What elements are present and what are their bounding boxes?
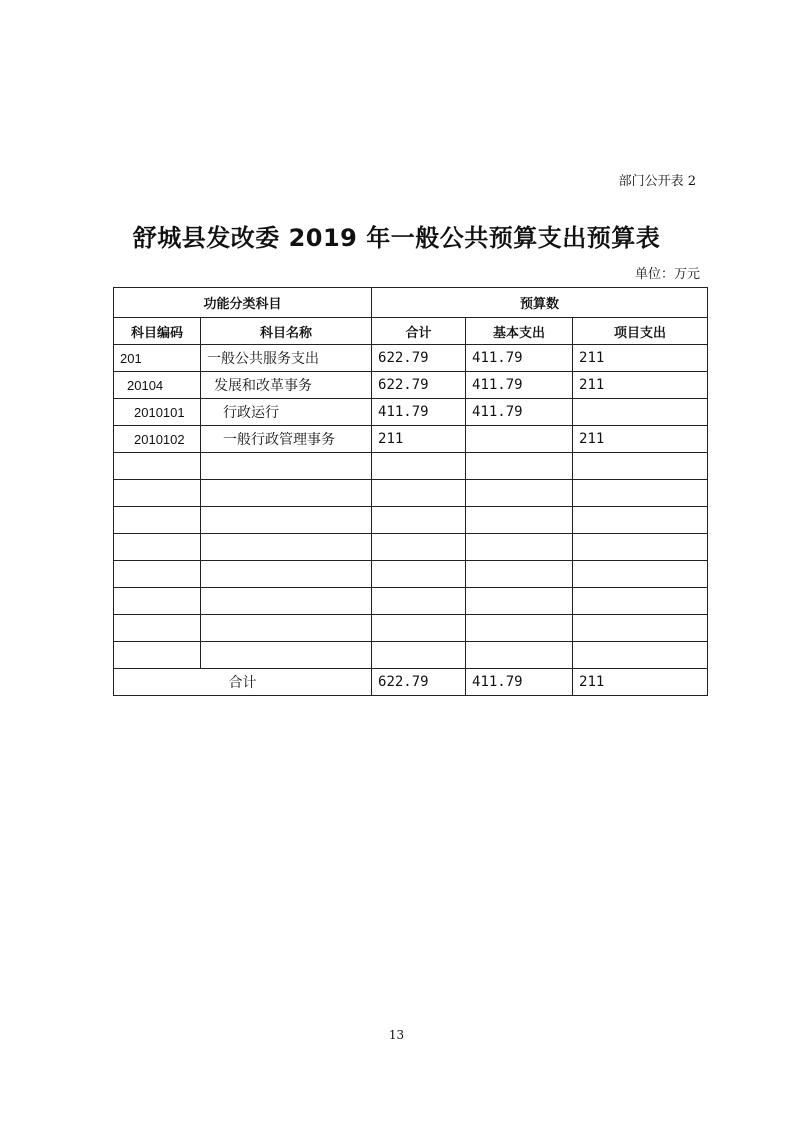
subject-code: 2010102 <box>114 426 201 453</box>
summary-label: 合计 <box>114 669 372 696</box>
total-amount: 411.79 <box>372 399 466 426</box>
empty-row <box>114 615 708 642</box>
empty-row <box>114 534 708 561</box>
page-number: 13 <box>388 1028 405 1042</box>
subject-code: 20104 <box>114 372 201 399</box>
group-header-row <box>114 288 708 318</box>
empty-row <box>114 480 708 507</box>
subject-code: 2010101 <box>114 399 201 426</box>
empty-row <box>114 507 708 534</box>
subject-code: 201 <box>114 345 201 372</box>
basic-amount <box>466 426 573 453</box>
page-tag: 部门公开表 2 <box>618 174 696 189</box>
project-column-header: 项目支出 <box>573 318 708 345</box>
summary-basic-amount: 411.79 <box>466 669 573 696</box>
project-amount: 211 <box>573 426 708 453</box>
subject-name: 行政运行 <box>201 399 372 426</box>
unit-label: 单位：万元 <box>634 267 700 282</box>
basic-amount: 411.79 <box>466 372 573 399</box>
table-row <box>114 345 708 372</box>
summary-project-amount: 211 <box>573 669 708 696</box>
project-amount: 211 <box>573 345 708 372</box>
budget-amount-header: 预算数 <box>372 288 708 318</box>
basic-amount: 411.79 <box>466 345 573 372</box>
project-amount <box>573 399 708 426</box>
basic-column-header: 基本支出 <box>466 318 573 345</box>
empty-row <box>114 453 708 480</box>
basic-amount: 411.79 <box>466 399 573 426</box>
table-row <box>114 399 708 426</box>
summary-row <box>114 669 708 696</box>
subject-name: 发展和改革事务 <box>201 372 372 399</box>
functional-classification-header: 功能分类科目 <box>114 288 372 318</box>
summary-total-amount: 622.79 <box>372 669 466 696</box>
total-column-header: 合计 <box>372 318 466 345</box>
table-row <box>114 372 708 399</box>
table-row <box>114 426 708 453</box>
subject-name: 一般公共服务支出 <box>201 345 372 372</box>
project-amount: 211 <box>573 372 708 399</box>
column-header-row <box>114 318 708 345</box>
code-column-header: 科目编码 <box>114 318 201 345</box>
budget-table <box>113 287 708 696</box>
name-column-header: 科目名称 <box>201 318 372 345</box>
empty-row <box>114 588 708 615</box>
total-amount: 622.79 <box>372 372 466 399</box>
page-title: 舒城县发改委 2019 年一般公共预算支出预算表 <box>132 224 661 252</box>
empty-row <box>114 561 708 588</box>
total-amount: 211 <box>372 426 466 453</box>
subject-name: 一般行政管理事务 <box>201 426 372 453</box>
total-amount: 622.79 <box>372 345 466 372</box>
empty-row <box>114 642 708 669</box>
